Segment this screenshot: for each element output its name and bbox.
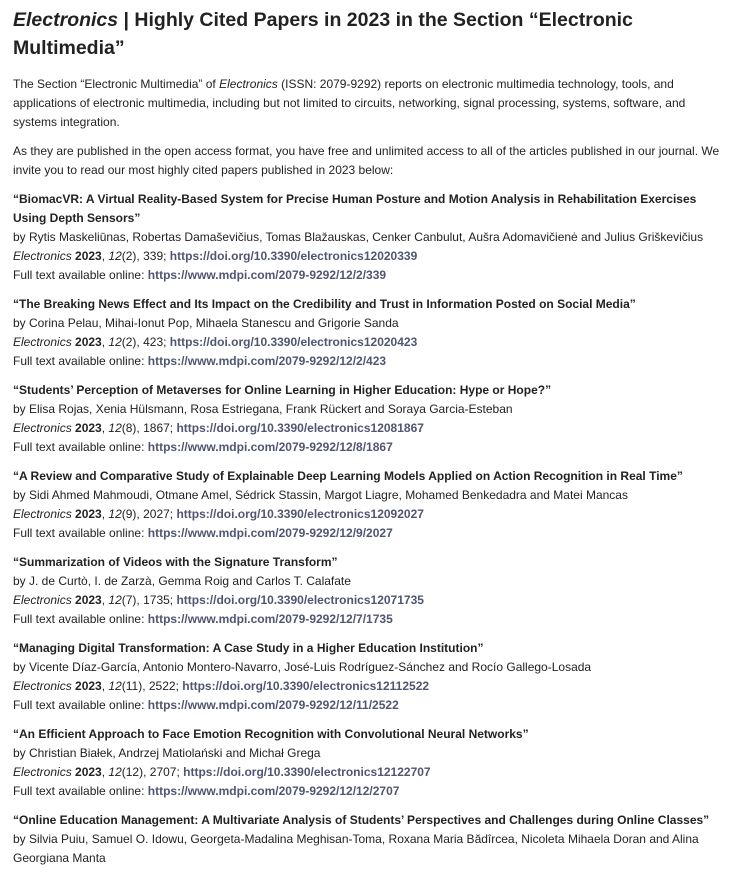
paper-entry: [13, 639, 722, 715]
paper-fulltext: Full text available online: https://www.mdpi.com/2079-9292/12/8/1867: [13, 440, 393, 454]
citation-year: 2023: [75, 679, 102, 693]
paper-citation: Electronics 2023, 12(11), 2522; https://doi.org/10.3390/electronics12112522: [13, 679, 430, 693]
paper-citation: Electronics 2023, 12(8), 1867; https://doi.org/10.3390/electronics12081867: [13, 421, 424, 435]
intro-paragraph: The Section “Electronic Multimedia” of Electronics (ISSN: 2079-9292) reports on electronic multimedia technology, tools, and applications of electronic multimedia, including but not limited to circuits, networking, signal processing, systems, software, and systems integration.: [13, 77, 686, 129]
paper-entry: [13, 295, 722, 371]
citation-year: 2023: [75, 507, 102, 521]
paper-fulltext: Full text available online: https://www.mdpi.com/2079-9292/12/2/423: [13, 354, 387, 368]
doi-link[interactable]: https://doi.org/10.3390/electronics12122707: [183, 765, 431, 779]
fulltext-link[interactable]: https://www.mdpi.com/2079-9292/12/8/1867: [147, 440, 393, 454]
citation-volume: 12: [108, 507, 122, 521]
citation-issue-pages: (2), 423;: [121, 335, 170, 349]
citation-volume: 12: [108, 335, 122, 349]
paper-title: “Students’ Perception of Metaverses for Online Learning in Higher Education: Hype or Hope?”: [13, 383, 552, 397]
citation-journal: Electronics: [13, 507, 72, 521]
citation-volume: 12: [108, 249, 122, 263]
doi-link[interactable]: https://doi.org/10.3390/electronics12081867: [176, 421, 424, 435]
paper-entry: [13, 725, 722, 801]
paper-authors: by J. de Curtò, I. de Zarzà, Gemma Roig and Carlos T. Calafate: [13, 574, 351, 588]
citation-volume: 12: [108, 679, 122, 693]
paper-entry: [13, 467, 722, 543]
paper-title: “An Efficient Approach to Face Emotion Recognition with Convolutional Neural Networks”: [13, 727, 529, 741]
page-title: [13, 6, 722, 62]
paper-entry: [13, 190, 722, 285]
fulltext-link[interactable]: https://www.mdpi.com/2079-9292/12/11/2522: [147, 698, 399, 712]
paper-authors: by Silvia Puiu, Samuel O. Idowu, Georgeta-Madalina Meghisan-Toma, Roxana Maria Bădîrcea, Nicoleta Mihaela Doran and Alina Georgiana Manta: [13, 832, 699, 865]
citation-issue-pages: (7), 1735;: [121, 593, 177, 607]
doi-link[interactable]: https://doi.org/10.3390/electronics12020423: [169, 335, 418, 349]
citation-issue-pages: (8), 1867;: [121, 421, 177, 435]
citation-issue-pages: (11), 2522;: [121, 679, 183, 693]
citation-journal: Electronics: [13, 765, 72, 779]
paper-title: “Online Education Management: A Multivariate Analysis of Students’ Perspectives and Challenges during Online Classes”: [13, 813, 710, 827]
fulltext-link[interactable]: https://www.mdpi.com/2079-9292/12/7/1735: [147, 612, 393, 626]
paper-title: “Summarization of Videos with the Signature Transform”: [13, 555, 338, 569]
citation-journal: Electronics: [13, 421, 72, 435]
paper-authors: by Rytis Maskeliūnas, Robertas Damaševičius, Tomas Blažauskas, Cenker Canbulut, Aušra Adomavičienė and Julius Griškevičius: [13, 230, 704, 244]
paper-title: “A Review and Comparative Study of Explainable Deep Learning Models Applied on Action Recognition in Real Time”: [13, 469, 683, 483]
paper-fulltext: Full text available online: https://www.mdpi.com/2079-9292/12/9/2027: [13, 526, 393, 540]
paper-authors: by Elisa Rojas, Xenia Hülsmann, Rosa Estriegana, Frank Rückert and Soraya Garcia-Esteban: [13, 402, 513, 416]
citation-issue-pages: (2), 339;: [121, 249, 170, 263]
paper-entry: [13, 381, 722, 457]
paper-fulltext: Full text available online: https://www.mdpi.com/2079-9292/12/12/2707: [13, 784, 400, 798]
citation-journal: Electronics: [13, 249, 72, 263]
paper-title: “BiomacVR: A Virtual Reality-Based System for Precise Human Posture and Motion Analysis in Rehabilitation Exercises Using Depth Sensors”: [13, 192, 697, 225]
paper-citation: Electronics 2023, 12(12), 2707; https://doi.org/10.3390/electronics12122707: [13, 765, 431, 779]
citation-volume: 12: [108, 593, 122, 607]
paper-authors: by Christian Białek, Andrzej Matiolański and Michał Grega: [13, 746, 321, 760]
invitation-paragraph: As they are published in the open access format, you have free and unlimited access to all of the articles published in our journal. We invite you to read our most highly cited papers published in 2023 below:: [13, 144, 720, 177]
citation-issue-pages: (12), 2707;: [121, 765, 184, 779]
fulltext-link[interactable]: https://www.mdpi.com/2079-9292/12/12/2707: [147, 784, 400, 798]
fulltext-link[interactable]: https://www.mdpi.com/2079-9292/12/9/2027: [147, 526, 393, 540]
paper-authors: by Sidi Ahmed Mahmoudi, Otmane Amel, Sédrick Stassin, Margot Liagre, Mohamed Benkedadra and Matei Mancas: [13, 488, 628, 502]
title-text: | Highly Cited Papers in 2023 in the Section “Electronic Multimedia”: [13, 9, 633, 59]
citation-volume: 12: [108, 765, 122, 779]
journal-name: Electronics: [13, 9, 119, 31]
doi-link[interactable]: https://doi.org/10.3390/electronics12071735: [176, 593, 424, 607]
citation-journal: Electronics: [13, 593, 72, 607]
paper-fulltext: Full text available online: https://www.mdpi.com/2079-9292/12/11/2522: [13, 698, 399, 712]
paper-citation: Electronics 2023, 12(7), 1735; https://doi.org/10.3390/electronics12071735: [13, 593, 424, 607]
paper-entry: [13, 811, 722, 868]
citation-year: 2023: [75, 765, 102, 779]
paper-fulltext: Full text available online: https://www.mdpi.com/2079-9292/12/2/339: [13, 268, 387, 282]
fulltext-link[interactable]: https://www.mdpi.com/2079-9292/12/2/339: [147, 268, 387, 282]
journal-name-inline: Electronics: [219, 77, 278, 91]
citation-year: 2023: [75, 335, 102, 349]
paper-title: “Managing Digital Transformation: A Case Study in a Higher Education Institution”: [13, 641, 484, 655]
paper-entry: [13, 553, 722, 629]
paper-list: [13, 190, 722, 868]
paper-fulltext: Full text available online: https://www.mdpi.com/2079-9292/12/7/1735: [13, 612, 393, 626]
citation-volume: 12: [108, 421, 122, 435]
citation-journal: Electronics: [13, 335, 72, 349]
citation-year: 2023: [75, 593, 102, 607]
doi-link[interactable]: https://doi.org/10.3390/electronics12092027: [176, 507, 424, 521]
fulltext-link[interactable]: https://www.mdpi.com/2079-9292/12/2/423: [147, 354, 387, 368]
paper-authors: by Vicente Díaz-García, Antonio Montero-Navarro, José-Luis Rodríguez-Sánchez and Rocío Gallego-Losada: [13, 660, 592, 674]
citation-issue-pages: (9), 2027;: [121, 507, 177, 521]
citation-year: 2023: [75, 421, 102, 435]
doi-link[interactable]: https://doi.org/10.3390/electronics12112522: [182, 679, 430, 693]
paper-citation: Electronics 2023, 12(2), 339; https://doi.org/10.3390/electronics12020339: [13, 249, 418, 263]
citation-journal: Electronics: [13, 679, 72, 693]
paper-title: “The Breaking News Effect and Its Impact on the Credibility and Trust in Information Posted on Social Media”: [13, 297, 636, 311]
paper-citation: Electronics 2023, 12(2), 423; https://doi.org/10.3390/electronics12020423: [13, 335, 418, 349]
paper-citation: Electronics 2023, 12(9), 2027; https://doi.org/10.3390/electronics12092027: [13, 507, 424, 521]
doi-link[interactable]: https://doi.org/10.3390/electronics12020339: [169, 249, 418, 263]
paper-authors: by Corina Pelau, Mihai-Ionut Pop, Mihaela Stanescu and Grigorie Sanda: [13, 316, 399, 330]
citation-year: 2023: [75, 249, 102, 263]
